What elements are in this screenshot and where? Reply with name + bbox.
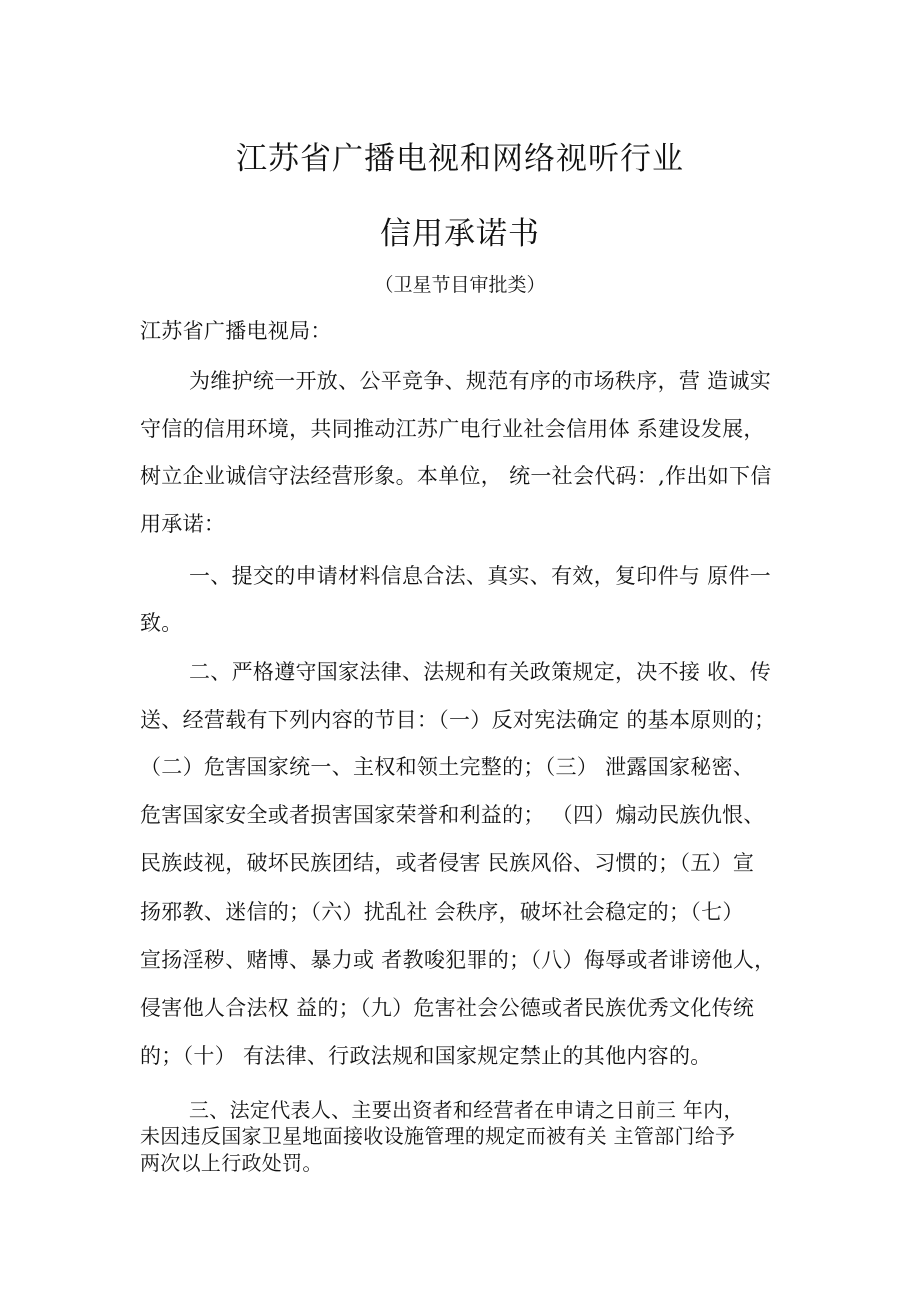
intro-line: 用承诺： [140,512,226,536]
item2-line: 二、严格遵守国家法律、法规和有关政策规定，决不接 收、传 [189,660,772,684]
item2-line: 民族歧视，破坏民族团结，或者侵害 民族风俗、习惯的；（五）宣 [140,851,755,875]
item1-line: 一、提交的申请材料信息合法、真实、有效，复印件与 原件一 [189,564,772,588]
item3-line: 两次以上行政处罚。 [140,1151,323,1175]
intro-line: 守信的信用环境，共同推动江苏广电行业社会信用体 系建设发展， [140,417,765,441]
intro-line: 为维护统一开放、公平竞争、规范有序的市场秩序，营 造诚实 [189,369,772,393]
item2-line: 送、经营载有下列内容的节目：（一）反对宪法确定 的基本原则的； [140,708,776,732]
item2-line: 的；（十） 有法律、行政法规和国家规定禁止的其他内容的。 [140,1044,712,1068]
salutation: 江苏省广播电视局： [140,319,332,343]
item2-line: （二）危害国家统一、主权和领土完整的；（三） 泄露国家秘密、 [140,755,755,779]
document-title-line1: 江苏省广播电视和网络视听行业 [236,141,684,177]
item3-line: 未因违反国家卫星地面接收设施管理的规定而被有关 主管部门给予 [140,1124,736,1148]
document-subtitle: （卫星节目审批类） [374,274,546,296]
item2-line: 危害国家安全或者损害国家荣誉和利益的； （四）煽动民族仇恨、 [140,803,765,827]
item2-line: 扬邪教、迷信的；（六）扰乱社 会秩序，破坏社会稳定的；（七） [140,900,744,924]
item3-line: 三、法定代表人、主要出资者和经营者在申请之日前三 年内， [189,1098,744,1122]
item2-line: 宣扬淫秽、赌博、暴力或 者教唆犯罪的；（八）侮辱或者诽谤他人， [140,948,776,972]
item1-line: 致。 [140,611,183,635]
document-title-line2: 信用承诺书 [380,216,540,252]
intro-line: 树立企业诚信守法经营形象。本单位， 统一社会代码：,作出如下信 [140,464,772,488]
item2-line: 侵害他人合法权 益的；（九）危害社会公德或者民族优秀文化传统 [140,996,755,1020]
